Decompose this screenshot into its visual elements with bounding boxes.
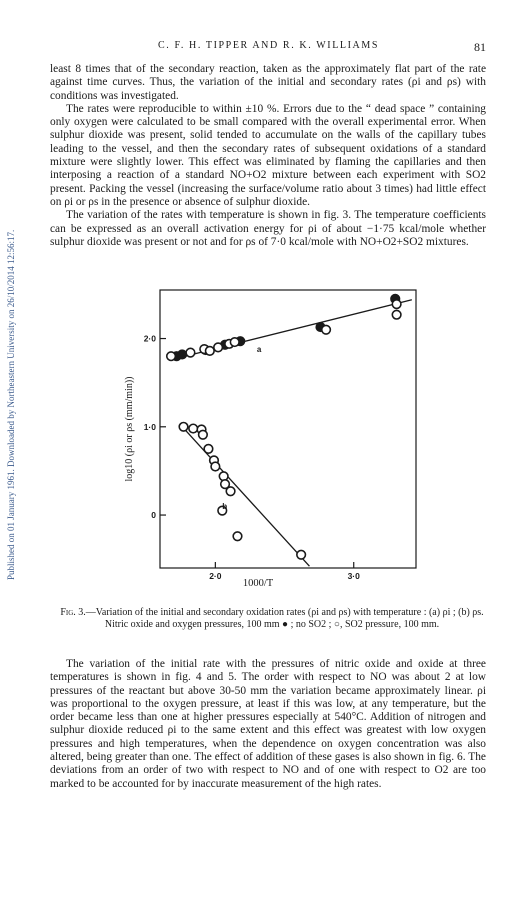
y-tick-label: 0 — [151, 510, 156, 521]
fit-line-b — [181, 425, 310, 566]
data-point-open — [297, 550, 306, 559]
data-point-open — [230, 338, 239, 347]
data-point-open — [233, 532, 242, 541]
data-point-open — [211, 462, 220, 471]
data-point-open — [322, 325, 331, 334]
data-point-open — [189, 424, 198, 433]
data-point-open — [392, 300, 401, 309]
paragraph: The variation of the rates with temperature is shown in fig. 3. The temperature coefficients can be expressed as an overall activation energy for ρi of about −1·75 kcal/mole whether sulphur dioxide was present or not and for ρs of 7·0 kcal/mole with NO+O2+SO2 mixtures. — [50, 209, 486, 248]
y-tick-label: 1·0 — [143, 421, 156, 432]
data-point-open — [392, 310, 401, 319]
body-text-top — [50, 63, 486, 249]
caption-label: Fig. 3. — [60, 607, 86, 618]
paragraph: least 8 times that of the secondary reaction, taken as the approximately flat part of the rate against time curves. Thus, the variation of the initial and secondary rates (ρi and ρs) with conditions was investigated. — [50, 63, 486, 102]
data-point-open — [214, 343, 223, 352]
x-axis-label: 1000/T — [242, 578, 274, 588]
data-point-open — [204, 445, 213, 454]
x-tick-label: 3·0 — [347, 571, 360, 581]
axis-ticks — [144, 334, 360, 581]
annotation-label: a — [256, 344, 262, 354]
body-text-bottom — [50, 658, 486, 791]
page-header — [50, 40, 490, 54]
y-tick-label: 2·0 — [143, 333, 156, 344]
data-points — [167, 295, 401, 560]
page-number: 81 — [474, 40, 486, 54]
data-point-open — [199, 430, 208, 439]
data-point-filled — [178, 350, 187, 359]
download-stamp: Published on 01 January 1961. Downloaded by Northeastern University on 26/10/2014 12:56:17. — [6, 229, 16, 580]
figure-caption — [58, 607, 486, 631]
data-point-open — [179, 422, 188, 431]
y-axis-label: log10 (ρi or ρs (mm/min)) — [124, 376, 135, 482]
data-point-open — [206, 347, 215, 356]
x-tick-label: 2·0 — [209, 571, 222, 581]
data-point-open — [226, 487, 235, 496]
data-point-open — [167, 352, 176, 361]
paragraph: The rates were reproducible to within ±10 %. Errors due to the “ dead space ” containing only oxygen were calculated to be small compared with the overall experimental error. When sulphur dioxide was present, solid tended to accumulate on the walls of the capillary tubes leading to the vessel, and then the secondary rates of subsequent oxidations of a standard mixture were slightly lower. This effect was eliminated by flaming the capillaries and then interposing a reaction of a standard NO+O2 mixture between each experiment with SO2 present. Packing the vessel (increasing the surface/volume ratio about 3 times) had little effect on ρi or ρs in the presence or absence of sulphur dioxide. — [50, 102, 486, 208]
caption-text: —Variation of the initial and secondary oxidation rates (ρi and ρs) with temperature : (a) ρi ; (b) ρs. Nitric oxide and oxygen pressures, 100 mm ● ; no SO2 ; ○, SO2 pressure, 100 mm. — [85, 607, 484, 630]
paragraph: The variation of the initial rate with the pressures of nitric oxide and oxide at three temperatures is shown in fig. 4 and 5. The order with respect to NO was about 2 at low pressures of the reactant but above 30-50 mm the variation became approximately linear. ρi was proportional to the oxygen pressure, at least if this was low, at any temperature, but the order became less than one at higher pressures especially at 540°C. Addition of nitrogen and sulphur dioxide reduced ρi to the same extent and this effect was greatest with low oxygen pressures and high temperatures, when the dependence on oxygen concentration was also altered, being greater than one. The effect of addition of these gases is also shown in fig. 6. The deviations from an order of two with respect to NO and of one with respect to O2 are too marked to be accounted for by inaccurate measurement of the high rates. — [50, 658, 486, 790]
figure-3-chart — [108, 278, 438, 588]
annotation-label: b — [222, 501, 228, 511]
data-point-open — [186, 348, 195, 357]
data-point-open — [219, 472, 228, 481]
running-head: C. F. H. TIPPER AND R. K. WILLIAMS — [158, 40, 380, 51]
